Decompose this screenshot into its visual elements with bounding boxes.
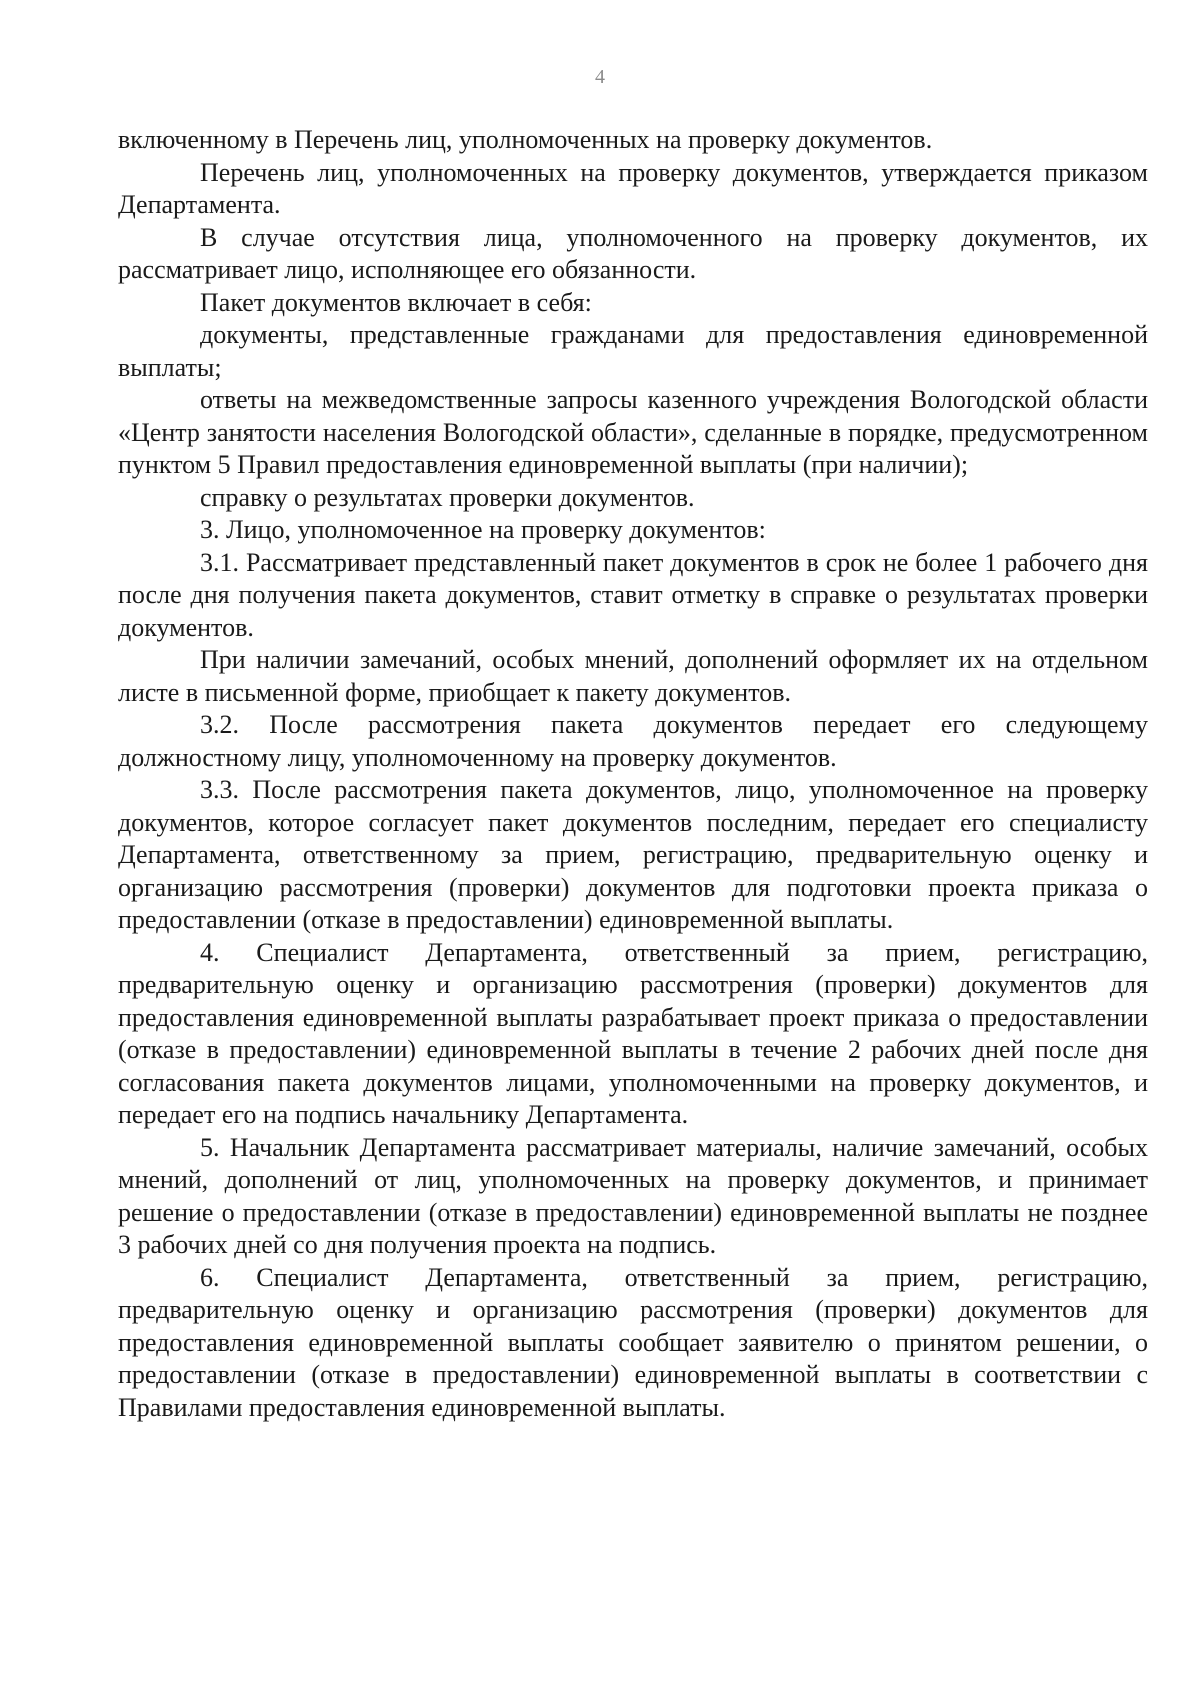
- document-body: [118, 124, 1148, 1424]
- paragraph-remarks: При наличии замечаний, особых мнений, дополнений оформляет их на отдельном листе в письменной форме, приобщает к пакету документов.: [118, 645, 1148, 707]
- paragraph-section-3: 3. Лицо, уполномоченное на проверку документов:: [200, 515, 766, 544]
- page-number: 4: [595, 66, 605, 88]
- paragraph-list-approval: Перечень лиц, уполномоченных на проверку документов, утверждается приказом Департамента.: [118, 157, 1148, 219]
- paragraph-continuation: включенному в Перечень лиц, уполномоченных на проверку документов.: [118, 125, 933, 154]
- paragraph-section-3-1: 3.1. Рассматривает представленный пакет документов в срок не более 1 рабочего дня после дня получения пакета документов, ставит отметку в справке о результатах проверки документов.: [118, 547, 1148, 642]
- paragraph-absence: В случае отсутствия лица, уполномоченного на проверку документов, их рассматривает лицо, исполняющее его обязанности.: [118, 222, 1148, 284]
- paragraph-section-3-2: 3.2. После рассмотрения пакета документов передает его следующему должностному лицу, уполномоченному на проверку документов.: [118, 710, 1148, 772]
- paragraph-section-4: 4. Специалист Департамента, ответственный за прием, регистрацию, предварительную оценку и организацию рассмотрения (проверки) документов для предоставления единовременной выплаты разрабатывает проект приказа о предоставлении (отказе в предоставлении) единовременной выплаты в течение 2 рабочих дней после дня согласования пакета документов лицами, уполномоченными на проверку документов, и передает его на подпись начальнику Департамента.: [118, 937, 1148, 1129]
- paragraph-package-item-certificate: справку о результатах проверки документов.: [200, 482, 695, 512]
- paragraph-section-5: 5. Начальник Департамента рассматривает материалы, наличие замечаний, особых мнений, дополнений от лиц, уполномоченных на проверку документов, и принимает решение о предоставлении (отказе в предоставлении) единовременной выплаты не позднее 3 рабочих дней со дня получения проекта на подпись.: [118, 1132, 1148, 1259]
- paragraph-package-item-responses: ответы на межведомственные запросы казенного учреждения Вологодской области «Центр занятости населения Вологодской области», сделанные в порядке, предусмотренном пунктом 5 Правил предоставления единовременной выплаты (при наличии);: [118, 385, 1148, 479]
- paragraph-section-6: 6. Специалист Департамента, ответственный за прием, регистрацию, предварительную оценку и организацию рассмотрения (проверки) документов для предоставления единовременной выплаты сообщает заявителю о принятом решении, о предоставлении (отказе в предоставлении) единовременной выплаты в соответствии с Правилами предоставления единовременной выплаты.: [118, 1262, 1148, 1422]
- paragraph-section-3-3: 3.3. После рассмотрения пакета документов, лицо, уполномоченное на проверку документов, которое согласует пакет документов последним, передает его специалисту Департамента, ответственному за прием, регистрацию, предварительную оценку и организацию рассмотрения (проверки) документов для подготовки проекта приказа о предоставлении (отказе в предоставлении) единовременной выплаты.: [118, 775, 1148, 934]
- paragraph-package-item-documents: документы, представленные гражданами для предоставления единовременной выплаты;: [118, 320, 1148, 382]
- paragraph-package-intro: Пакет документов включает в себя:: [200, 287, 592, 317]
